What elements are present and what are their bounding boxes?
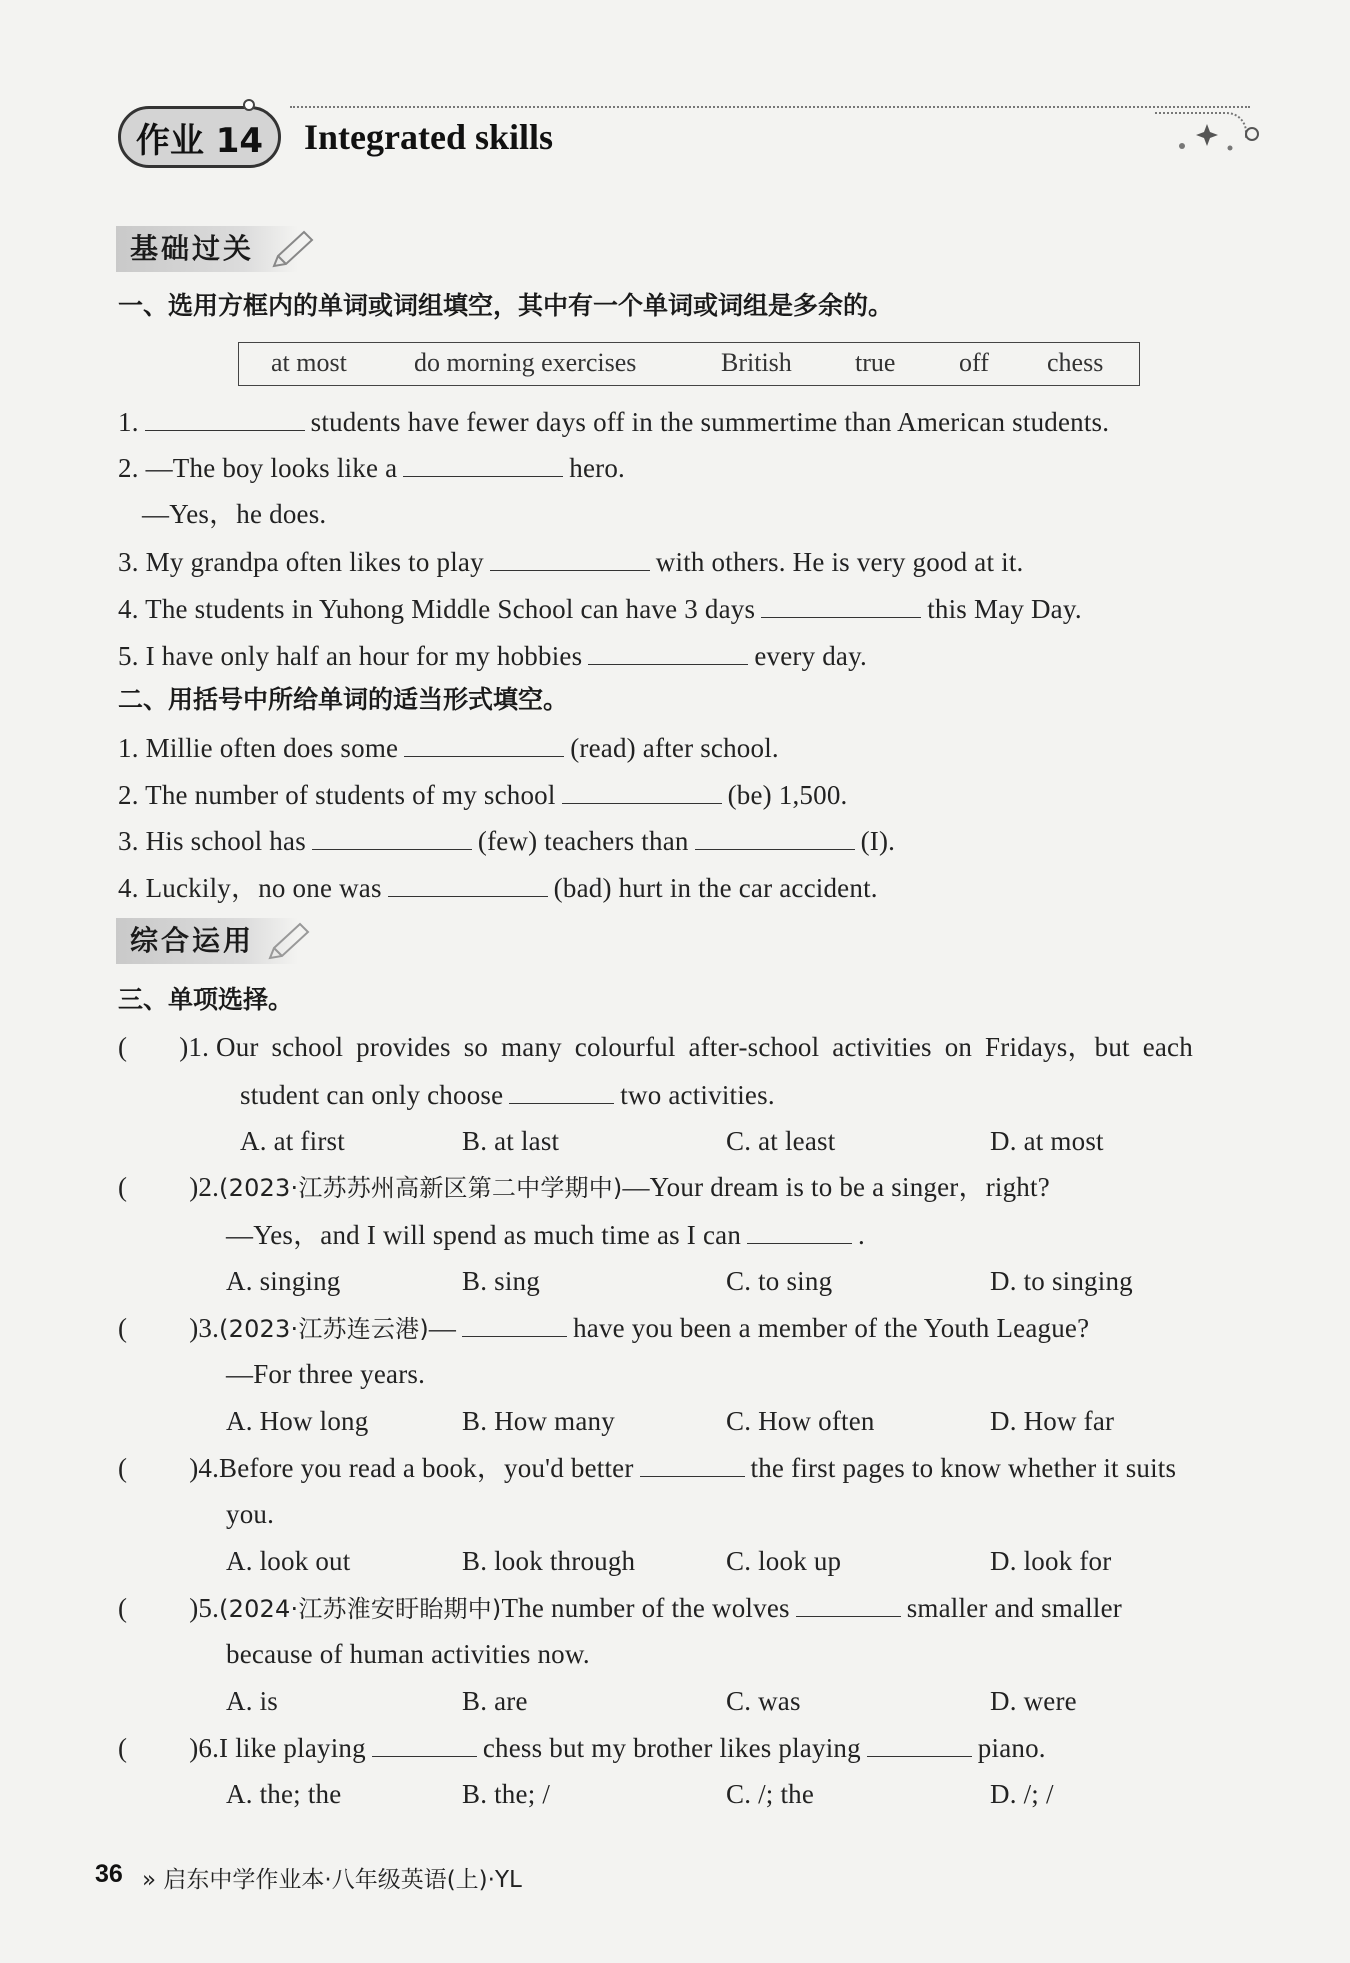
header-dotted-line: [290, 106, 1250, 108]
answer-blank[interactable]: [312, 823, 472, 850]
part3-heading: 三、单项选择。: [118, 985, 294, 1014]
question-3-option-c[interactable]: C. How often: [726, 1406, 875, 1436]
question-5: ( )5.(2024·江苏淮安盱眙期中)The number of the wolves smaller and smaller: [118, 1590, 1122, 1626]
question-2-line2: —Yes，and I will spend as much time as I can .: [226, 1217, 865, 1252]
answer-blank[interactable]: [372, 1730, 477, 1757]
answer-blank[interactable]: [509, 1077, 614, 1104]
word-option: at most: [271, 348, 347, 377]
question-6-option-d[interactable]: D. /; /: [990, 1779, 1054, 1809]
question-4-option-d[interactable]: D. look for: [990, 1546, 1112, 1576]
word-option: chess: [1047, 348, 1104, 377]
question-1-option-c[interactable]: C. at least: [726, 1126, 836, 1156]
answer-blank[interactable]: [562, 777, 722, 804]
question-2-option-a[interactable]: A. singing: [226, 1266, 341, 1296]
badge-ring-icon: [242, 98, 256, 112]
question-5-option-c[interactable]: C. was: [726, 1686, 801, 1716]
part1-item-2-reply: —Yes，he does.: [142, 499, 327, 529]
question-3-option-b[interactable]: B. How many: [462, 1406, 615, 1436]
answer-blank[interactable]: [404, 730, 564, 757]
part1-item-2: 2. —The boy looks like a hero.: [118, 450, 625, 485]
part2-item-4: 4. Luckily，no one was (bad) hurt in the car accident.: [118, 870, 878, 905]
question-2-option-b[interactable]: B. sing: [462, 1266, 540, 1296]
word-box: [238, 342, 1140, 386]
question-5-option-d[interactable]: D. were: [990, 1686, 1077, 1716]
pencil-icon: [266, 920, 312, 964]
question-6-option-b[interactable]: B. the; /: [462, 1779, 551, 1809]
question-3-option-a[interactable]: A. How long: [226, 1406, 369, 1436]
question-5-option-b[interactable]: B. are: [462, 1686, 528, 1716]
answer-blank[interactable]: [490, 544, 650, 571]
part2-heading: 二、用括号中所给单词的适当形式填空。: [118, 685, 569, 714]
question-3-option-d[interactable]: D. How far: [990, 1406, 1115, 1436]
question-6-option-a[interactable]: A. the; the: [226, 1779, 342, 1809]
question-4-option-a[interactable]: A. look out: [226, 1546, 351, 1576]
pencil-icon: [270, 228, 316, 272]
question-source: (2024·江苏淮安盱眙期中): [219, 1595, 502, 1623]
question-1: ( )1. Our school provides so many colourful after-school activities on Fridays，but each: [118, 1032, 1193, 1062]
word-option: off: [959, 348, 989, 377]
double-chevron-icon: »: [142, 1867, 157, 1893]
question-4-option-b[interactable]: B. look through: [462, 1546, 636, 1576]
part1-item-3: 3. My grandpa often likes to play with others. He is very good at it.: [118, 544, 1024, 579]
question-3-line2: —For three years.: [226, 1359, 426, 1389]
question-5-option-a[interactable]: A. is: [226, 1686, 279, 1716]
question-4-line2: you.: [226, 1499, 275, 1529]
question-2-option-d[interactable]: D. to singing: [990, 1266, 1133, 1296]
question-1-option-a[interactable]: A. at first: [240, 1126, 345, 1156]
page-number: 36: [95, 1860, 123, 1888]
answer-blank[interactable]: [145, 404, 305, 431]
answer-blank[interactable]: [695, 823, 855, 850]
part1-item-4: 4. The students in Yuhong Middle School can have 3 days this May Day.: [118, 591, 1082, 626]
answer-blank[interactable]: [403, 450, 563, 477]
answer-blank[interactable]: [588, 638, 748, 665]
question-source: (2023·江苏连云港): [219, 1315, 429, 1343]
footer-text: » 启东中学作业本·八年级英语(上)·YL: [142, 1867, 522, 1893]
part2-item-3: 3. His school has (few) teachers than (I).: [118, 823, 895, 858]
question-2: ( )2.(2023·江苏苏州高新区第二中学期中)—Your dream is to be a singer，right?: [118, 1172, 1050, 1202]
section-tag-integrated: 综合运用: [116, 918, 298, 964]
sparkle-icon: [1172, 118, 1262, 158]
question-source: (2023·江苏苏州高新区第二中学期中): [219, 1174, 623, 1202]
answer-blank[interactable]: [640, 1450, 745, 1477]
answer-blank[interactable]: [867, 1730, 972, 1757]
section-tag-basic: 基础过关: [116, 226, 298, 272]
word-option: true: [855, 348, 896, 377]
answer-blank[interactable]: [761, 591, 921, 618]
question-4-option-c[interactable]: C. look up: [726, 1546, 842, 1576]
word-option: do morning exercises: [414, 348, 637, 377]
question-5-line2: because of human activities now.: [226, 1639, 590, 1669]
question-6: ( )6.I like playing chess but my brother likes playing piano.: [118, 1730, 1046, 1765]
part2-item-1: 1. Millie often does some (read) after school.: [118, 730, 779, 765]
answer-blank[interactable]: [388, 870, 548, 897]
word-option: British: [721, 348, 792, 377]
assignment-badge: 作业 14: [118, 106, 281, 168]
answer-blank[interactable]: [796, 1590, 901, 1617]
part1-item-1: 1. students have fewer days off in the summertime than American students.: [118, 404, 1109, 439]
question-3: ( )3.(2023·江苏连云港)— have you been a member of the Youth League?: [118, 1310, 1089, 1346]
question-4: ( )4.Before you read a book，you'd better the first pages to know whether it suits: [118, 1450, 1176, 1485]
question-1-line2: student can only choose two activities.: [240, 1077, 775, 1112]
question-1-option-d[interactable]: D. at most: [990, 1126, 1104, 1156]
answer-blank[interactable]: [462, 1310, 567, 1337]
page-title: Integrated skills: [304, 117, 554, 157]
part1-item-5: 5. I have only half an hour for my hobbies every day.: [118, 638, 867, 673]
part2-item-2: 2. The number of students of my school (be) 1,500.: [118, 777, 847, 812]
answer-blank[interactable]: [747, 1217, 852, 1244]
question-6-option-c[interactable]: C. /; the: [726, 1779, 815, 1809]
question-2-option-c[interactable]: C. to sing: [726, 1266, 833, 1296]
question-1-option-b[interactable]: B. at last: [462, 1126, 560, 1156]
part1-heading: 一、选用方框内的单词或词组填空，其中有一个单词或词组是多余的。: [118, 291, 894, 320]
